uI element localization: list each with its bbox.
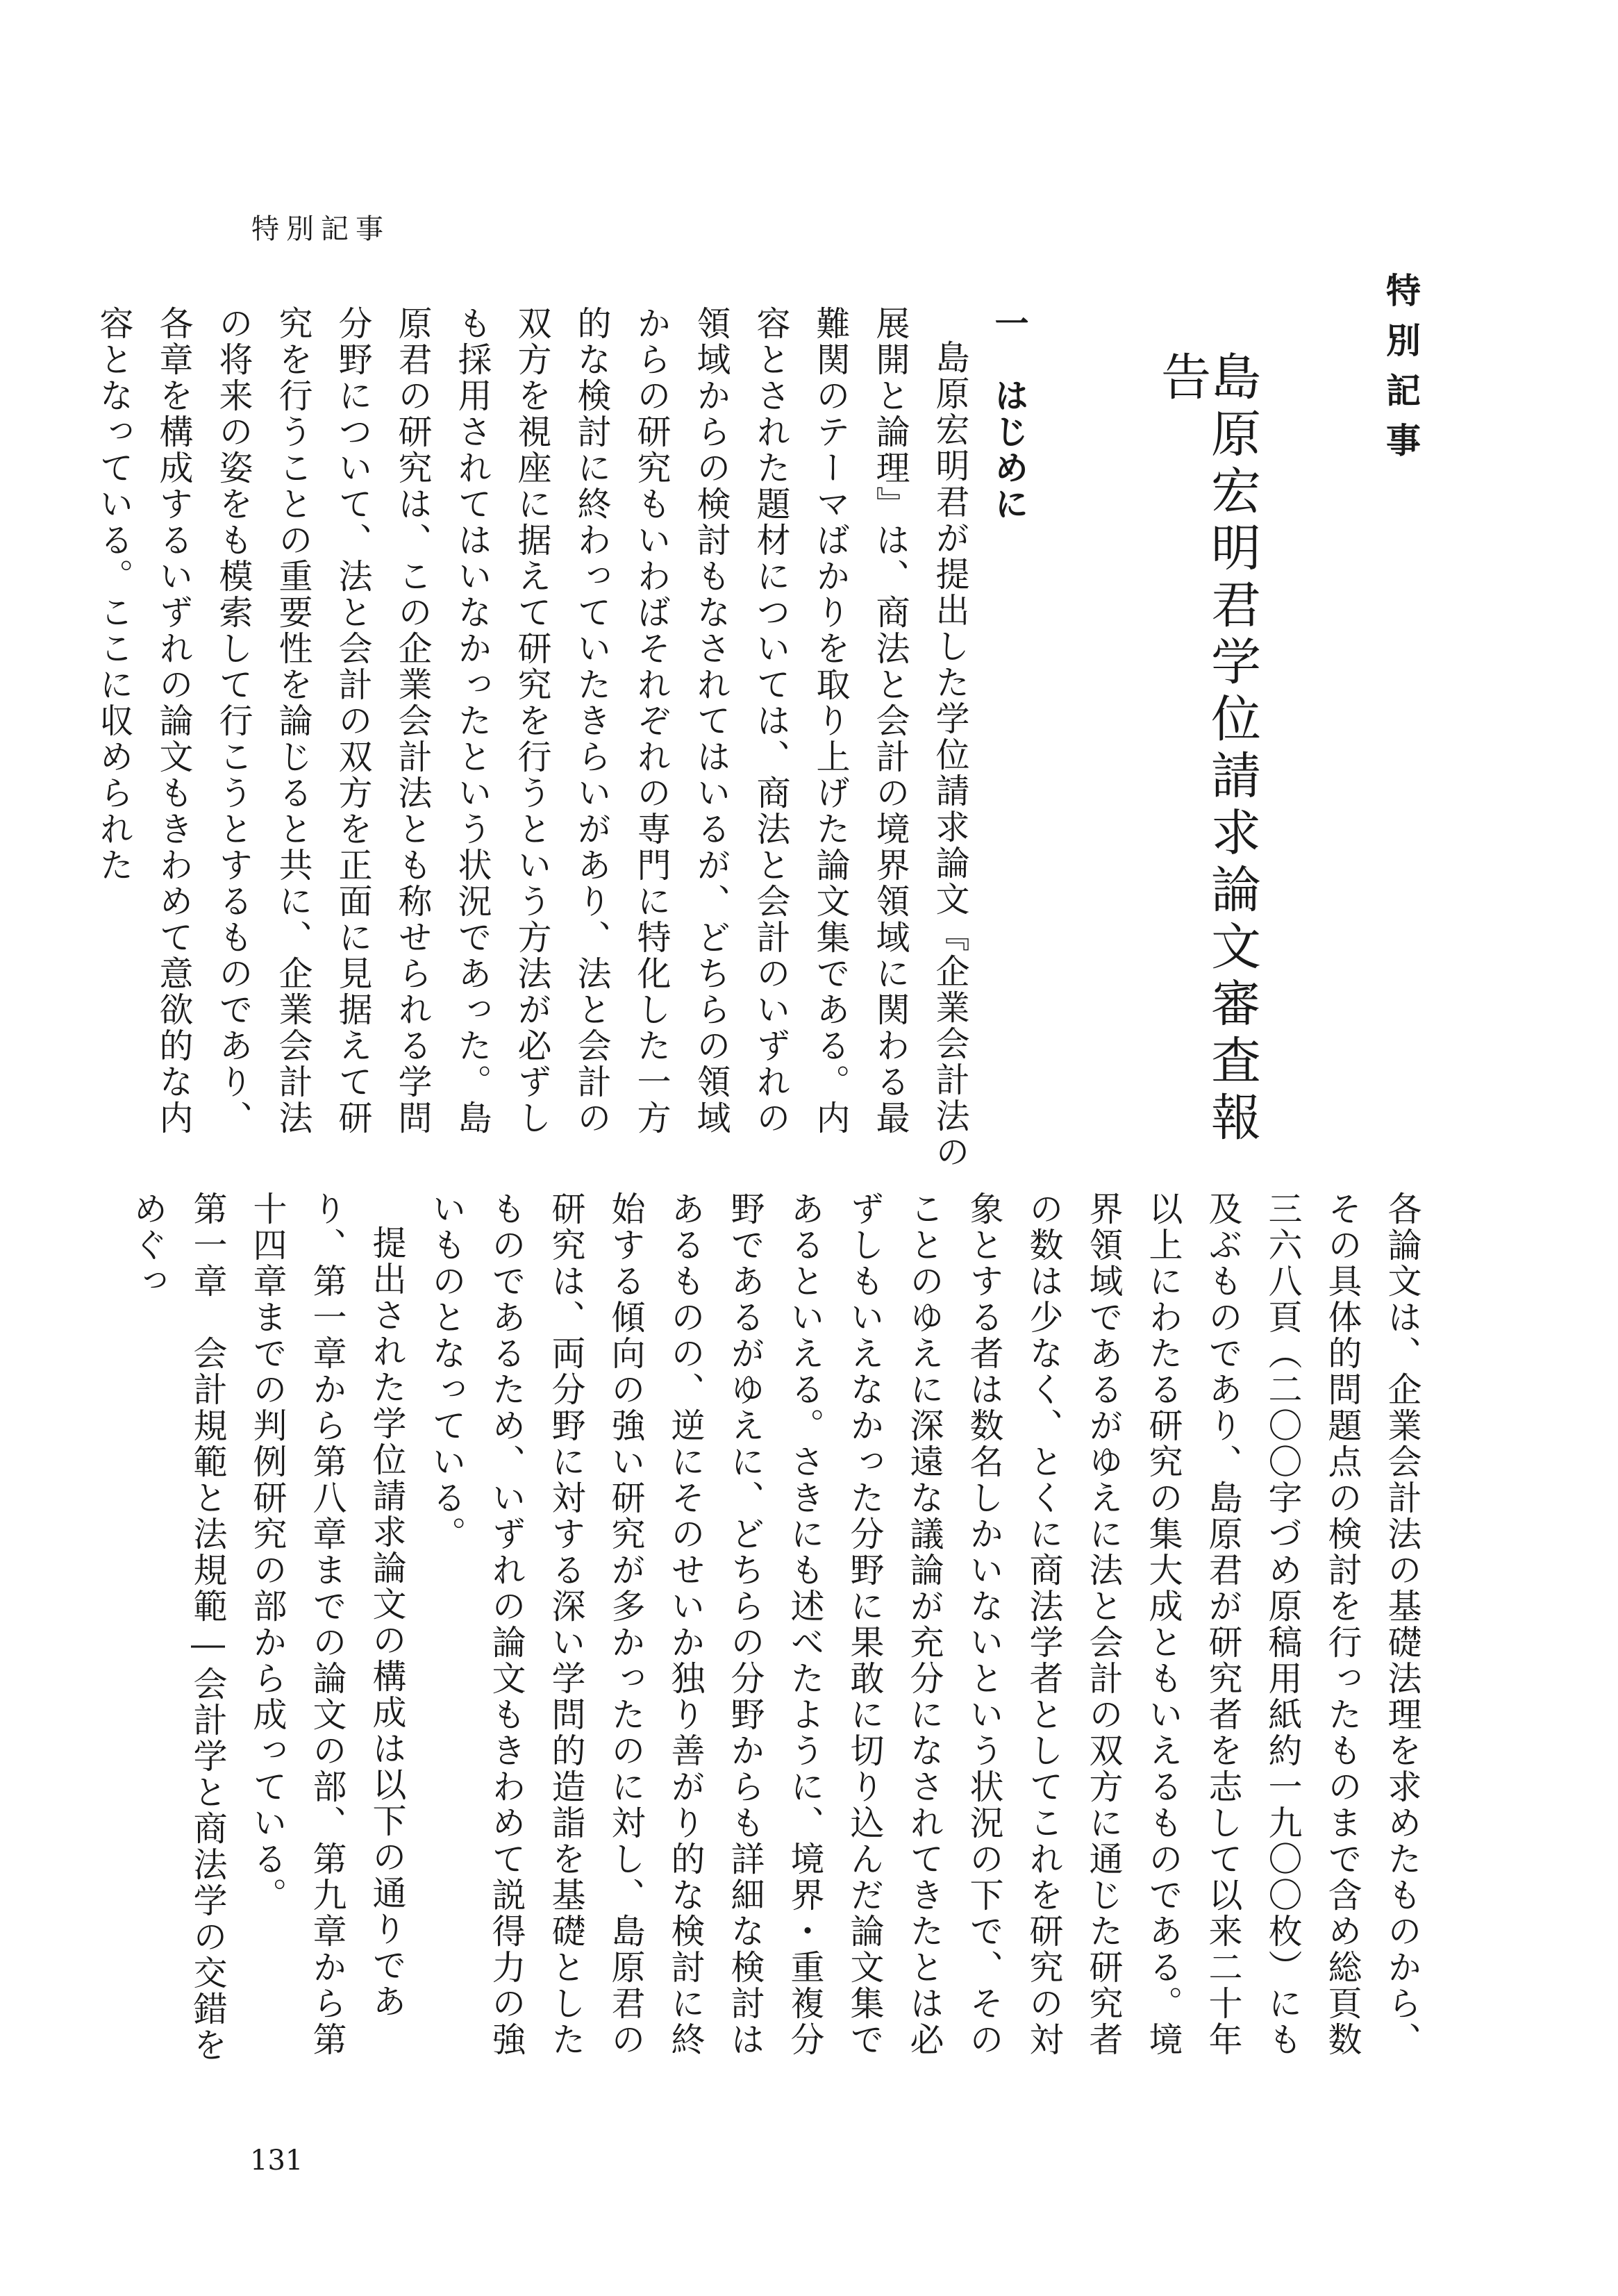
- section-1-text: [84, 306, 1040, 1170]
- section-heading: 一 はじめに: [990, 306, 1030, 522]
- section-label: 特別記事: [1381, 272, 1421, 472]
- body-paragraph: 島原宏明君が提出した学位請求論文『企業会計法の展開と論理』は、商法と会計の境界領域に関わる最難関のテーマばかりを取り上げた論文集である。内容とされた題材については、商法と会計のいずれの領域からの検討もなされてはいるが、どちらの領域からの研究もいわばそれぞれの専門に特化した一方的な検討に終わっていたきらいがあり、法と会計の双方を視座に据えて研究を行うという方法が必ずしも採用されてはいなかったという状況であった。島原君の研究は、この企業会計法とも称せられる学問分野について、法と会計の双方を正面に見据えて研究を行うことの重要性を論じると共に、企業会計法の将来の姿をも模索して行こうとするものであり、各章を構成するいずれの論文もきわめて意欲的な内容となっている。ここに収められた: [94, 306, 970, 1170]
- article-title: 島原宏明君学位請求論文審査報告: [1153, 351, 1261, 1148]
- body-paragraph: 提出された学位請求論文の構成は以下の通りであり、第一章から第八章までの論文の部、第九章から第十四章までの判例研究の部から成っている。: [248, 1191, 407, 2058]
- chapter-entry: 第一章 会計規範と法規範―会計学と商法学の交錯をめぐっ: [128, 1191, 228, 2063]
- page-number: 131: [250, 2145, 303, 2177]
- body-paragraph-continued: 各論文は、企業会計法の基礎法理を求めたものから、その具体的問題点の検討を行ったものまで含め総頁数三六八頁（二〇〇字づめ原稿用紙約一九〇〇枚）にも及ぶものであり、島原君が研究者を志して以来二十年以上にわたる研究の集大成ともいえるものである。境界領域であるがゆえに法と会計の双方に通じた研究者の数は少なく、とくに商法学者としてこれを研究の対象とする者は数名しかいないという状況の下で、そのことのゆえに深遠な議論が充分になされてきたとは必ずしもいえなかった分野に果敢に切り込んだ論文集であるといえる。さきにも述べたように、境界・重複分野であるがゆえに、どちらの分野からも詳細な検討はあるものの、逆にそのせいか独り善がり的な検討に終始する傾向の強い研究が多かったのに対し、島原君の研究は、両分野に対する深い学問的造詣を基礎としたものであるため、いずれの論文もきわめて説得力の強いものとなっている。: [427, 1191, 1422, 2058]
- continued-text: [118, 1191, 1432, 2073]
- running-head: 特別記事: [251, 213, 390, 245]
